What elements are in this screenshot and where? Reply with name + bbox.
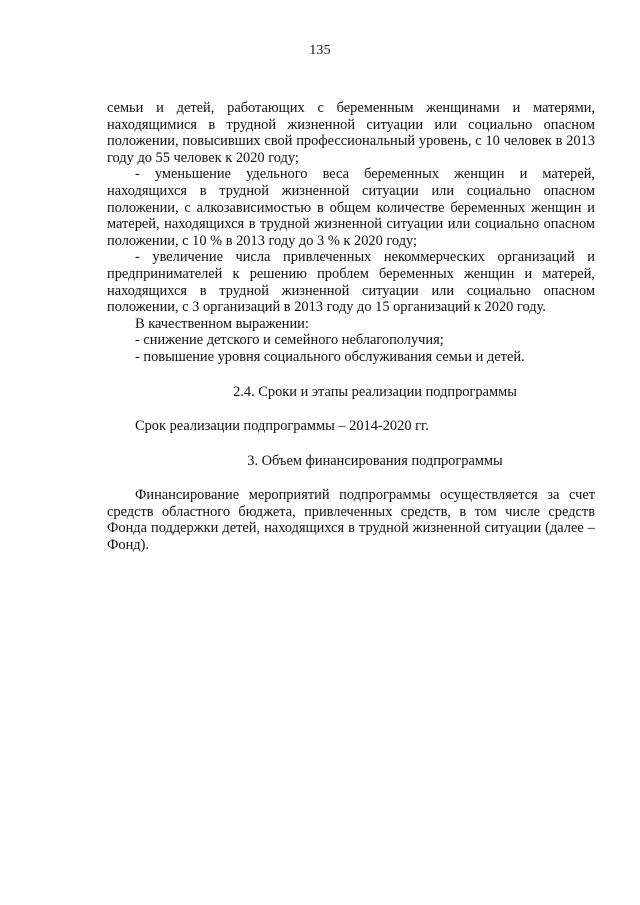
section-3-text: Финансирование мероприятий подпрограммы осуществляется за счет средств областного бюджета, привлеченных средств, в том числе средств Фонда поддержки детей, находящихся в трудной жизненной ситуации (далее – Фонд). xyxy=(107,487,595,554)
paragraph-qualitative-intro: В качественном выражении: xyxy=(135,315,309,332)
paragraph-continuation: семьи и детей, работающих с беременным женщинами и матерями, находящимися в трудной жизненной ситуации или социально опасном положении, повысивших свой профессиональный уровень, с 10 человек в 2013 году до 55 человек к 2020 году; xyxy=(107,100,595,166)
section-heading-3: 3. Объем финансирования подпрограммы xyxy=(247,452,503,469)
paragraph-bullet-organizations: - увеличение числа привлеченных некоммерческих организаций и предпринимателей к решению проблем беременных женщин и матерей, находящихся в трудной жизненной ситуации или социально опасном положении, с 3 организаций в 2013 году до 15 организаций к 2020 году. xyxy=(107,249,595,316)
paragraph-bullet-wellbeing: - снижение детского и семейного неблагополучия; xyxy=(135,332,444,349)
paragraph-bullet-alcohol: - уменьшение удельного веса беременных женщин и матерей, находящихся в трудной жизненной ситуации или социально опасном положении, с алкозависимостью в общем количестве беременных женщин и матерей, находящихся в трудной жизненной ситуации или социально опасном положении, с 10 % в 2013 году до 3 % к 2020 году; xyxy=(107,166,595,249)
document-body xyxy=(107,100,595,554)
section-2-4-text: Срок реализации подпрограммы – 2014-2020 гг. xyxy=(135,418,429,435)
paragraph-bullet-service: - повышение уровня социального обслуживания семьи и детей. xyxy=(135,348,525,365)
page-number: 135 xyxy=(309,43,331,58)
section-heading-2-4: 2.4. Сроки и этапы реализации подпрограммы xyxy=(233,383,517,400)
